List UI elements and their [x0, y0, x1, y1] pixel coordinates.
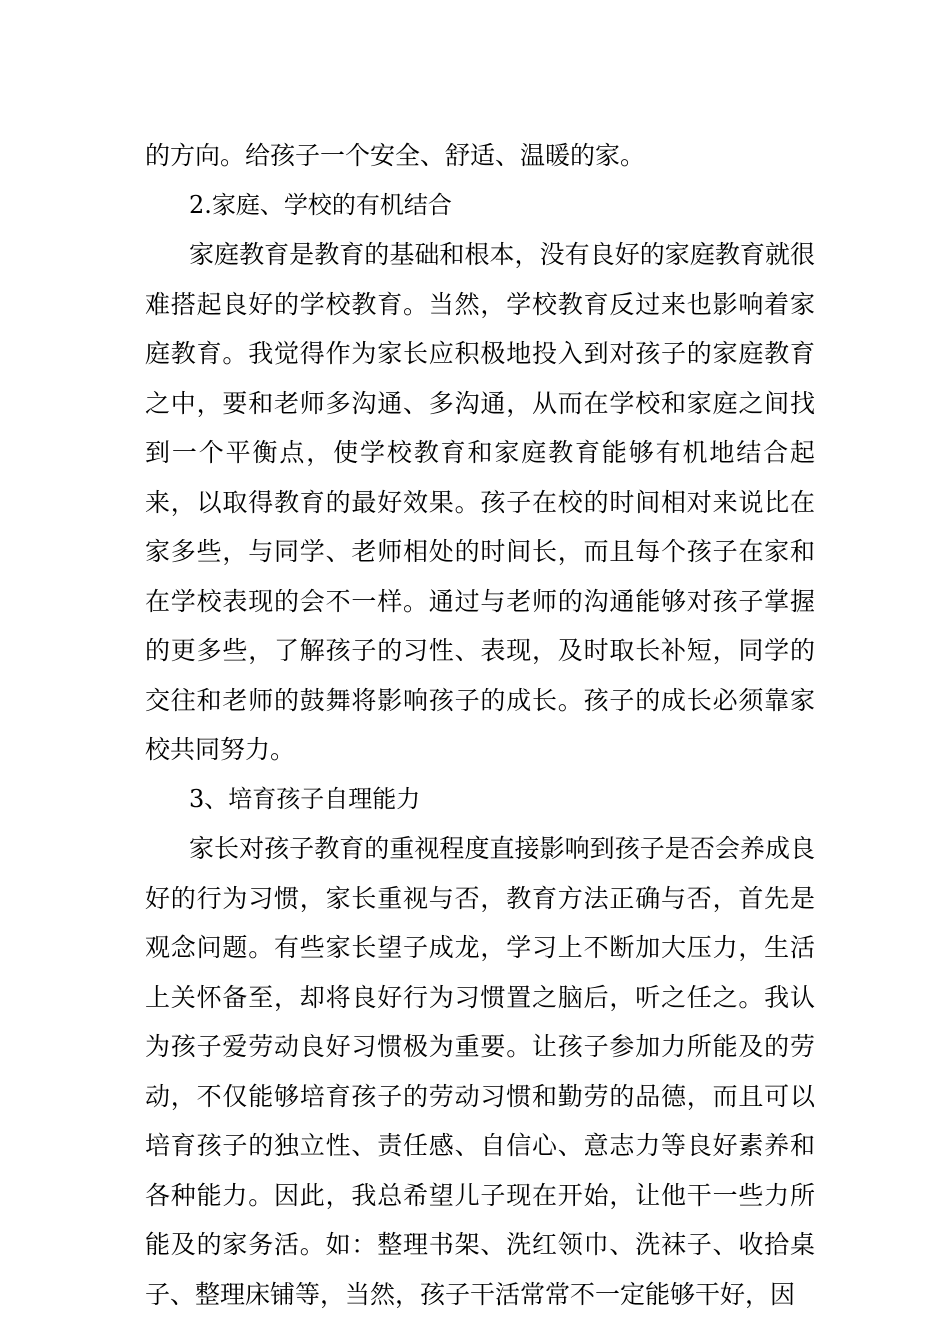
section-heading-2: 2.家庭、学校的有机结合 — [189, 190, 452, 219]
body-paragraph-self-care: 家长对孩子教育的重视程度直接影响到孩子是否会养成良好的行为习惯，家长重视与否，教育方法正确与否，首先是观念问题。有些家长望子成龙，学习上不断加大压力，生活上关怀备至，却将良好行为习惯置之脑后，听之任之。我认为孩子爱劳动良好习惯极为重要。让孩子参加力所能及的劳动，不仅能够培育孩子的劳动习惯和勤劳的品德，而且可以培育孩子的独立性、责任感、自信心、意志力等良好素养和各种能力。因此，我总希望儿子现在开始，让他干一些力所能及的家务活。如：整理书架、洗红领巾、洗袜子、收拾桌子、整理床铺等，当然，孩子干活常常不一定能够干好，因 — [145, 834, 815, 1309]
document-body — [145, 131, 815, 1319]
body-paragraph-home-school: 家庭教育是教育的基础和根本，没有良好的家庭教育就很难搭起良好的学校教育。当然，学校教育反过来也影响着家庭教育。我觉得作为家长应积极地投入到对孩子的家庭教育之中，要和老师多沟通、多沟通，从而在学校和家庭之间找到一个平衡点，使学校教育和家庭教育能够有机地结合起来，以取得教育的最好效果。孩子在校的时间相对来说比在家多些，与同学、老师相处的时间长，而且每个孩子在家和在学校表现的会不一样。通过与老师的沟通能够对孩子掌握的更多些，了解孩子的习性、表现，及时取长补短，同学的交往和老师的鼓舞将影响孩子的成长。孩子的成长必须靠家校共同努力。 — [145, 240, 815, 764]
continuation-paragraph: 的方向。给孩子一个安全、舒适、温暖的家。 — [145, 141, 646, 170]
section-heading-3: 3、培育孩子自理能力 — [189, 784, 421, 813]
